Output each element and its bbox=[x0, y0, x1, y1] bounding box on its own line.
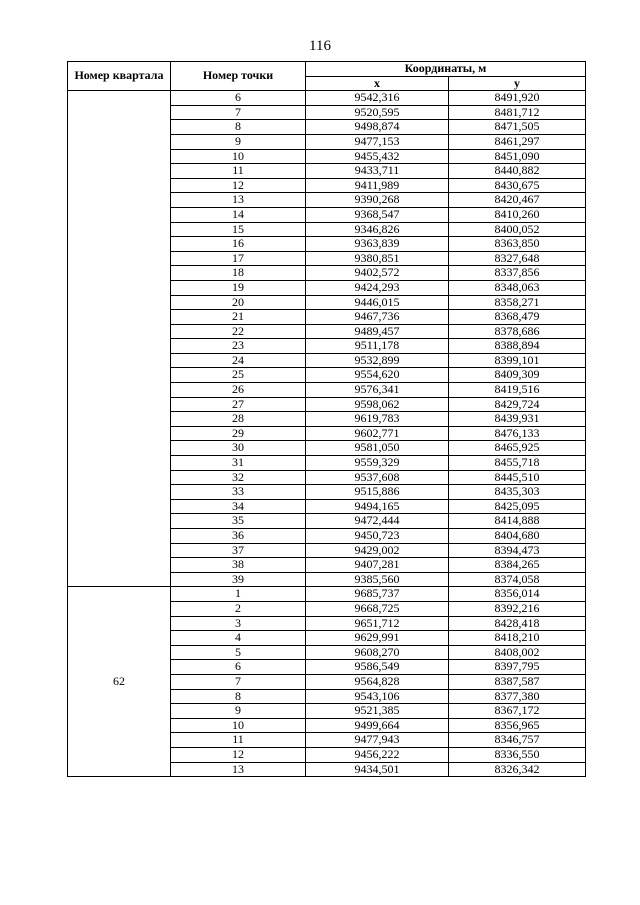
table-row bbox=[68, 587, 586, 602]
x-coordinate-cell: 9380,851 bbox=[306, 251, 449, 266]
point-number-cell: 32 bbox=[171, 470, 306, 485]
x-coordinate-cell: 9602,771 bbox=[306, 426, 449, 441]
y-coordinate-cell: 8440,882 bbox=[449, 164, 586, 179]
point-number-cell: 18 bbox=[171, 266, 306, 281]
x-coordinate-cell: 9668,725 bbox=[306, 601, 449, 616]
point-number-cell: 9 bbox=[171, 704, 306, 719]
y-coordinate-cell: 8439,931 bbox=[449, 412, 586, 427]
x-coordinate-cell: 9411,989 bbox=[306, 178, 449, 193]
x-coordinate-cell: 9598,062 bbox=[306, 397, 449, 412]
point-number-cell: 36 bbox=[171, 529, 306, 544]
y-coordinate-cell: 8429,724 bbox=[449, 397, 586, 412]
point-number-cell: 15 bbox=[171, 222, 306, 237]
coordinates-header: Координаты, м bbox=[306, 62, 586, 77]
point-number-cell: 1 bbox=[171, 587, 306, 602]
page-number: 116 bbox=[309, 38, 331, 54]
x-coordinate-cell: 9651,712 bbox=[306, 616, 449, 631]
point-number-cell: 34 bbox=[171, 499, 306, 514]
x-coordinate-cell: 9543,106 bbox=[306, 689, 449, 704]
point-number-cell: 37 bbox=[171, 543, 306, 558]
x-coordinate-cell: 9456,222 bbox=[306, 747, 449, 762]
x-coordinate-cell: 9521,385 bbox=[306, 704, 449, 719]
x-coordinate-cell: 9532,899 bbox=[306, 353, 449, 368]
y-coordinate-cell: 8348,063 bbox=[449, 280, 586, 295]
y-coordinate-cell: 8399,101 bbox=[449, 353, 586, 368]
x-header: x bbox=[306, 76, 449, 91]
x-coordinate-cell: 9576,341 bbox=[306, 383, 449, 398]
x-coordinate-cell: 9586,549 bbox=[306, 660, 449, 675]
x-coordinate-cell: 9581,050 bbox=[306, 441, 449, 456]
y-coordinate-cell: 8404,680 bbox=[449, 529, 586, 544]
quarter-number-header: Номер квартала bbox=[68, 62, 171, 91]
x-coordinate-cell: 9477,943 bbox=[306, 733, 449, 748]
point-number-cell: 10 bbox=[171, 149, 306, 164]
y-coordinate-cell: 8384,265 bbox=[449, 558, 586, 573]
y-coordinate-cell: 8414,888 bbox=[449, 514, 586, 529]
point-number-cell: 39 bbox=[171, 572, 306, 587]
x-coordinate-cell: 9467,736 bbox=[306, 310, 449, 325]
x-coordinate-cell: 9472,444 bbox=[306, 514, 449, 529]
y-coordinate-cell: 8388,894 bbox=[449, 339, 586, 354]
y-coordinate-cell: 8425,095 bbox=[449, 499, 586, 514]
x-coordinate-cell: 9407,281 bbox=[306, 558, 449, 573]
point-number-cell: 11 bbox=[171, 164, 306, 179]
point-number-cell: 23 bbox=[171, 339, 306, 354]
x-coordinate-cell: 9450,723 bbox=[306, 529, 449, 544]
x-coordinate-cell: 9564,828 bbox=[306, 674, 449, 689]
x-coordinate-cell: 9446,015 bbox=[306, 295, 449, 310]
y-coordinate-cell: 8377,380 bbox=[449, 689, 586, 704]
x-coordinate-cell: 9542,316 bbox=[306, 91, 449, 106]
y-coordinate-cell: 8374,058 bbox=[449, 572, 586, 587]
quarter-number-cell bbox=[68, 91, 171, 587]
y-coordinate-cell: 8358,271 bbox=[449, 295, 586, 310]
x-coordinate-cell: 9346,826 bbox=[306, 222, 449, 237]
y-coordinate-cell: 8461,297 bbox=[449, 134, 586, 149]
x-coordinate-cell: 9554,620 bbox=[306, 368, 449, 383]
table-row bbox=[68, 91, 586, 106]
point-number-cell: 7 bbox=[171, 674, 306, 689]
point-number-cell: 8 bbox=[171, 689, 306, 704]
y-coordinate-cell: 8430,675 bbox=[449, 178, 586, 193]
x-coordinate-cell: 9499,664 bbox=[306, 718, 449, 733]
point-number-cell: 30 bbox=[171, 441, 306, 456]
y-coordinate-cell: 8419,516 bbox=[449, 383, 586, 398]
point-number-cell: 19 bbox=[171, 280, 306, 295]
x-coordinate-cell: 9368,547 bbox=[306, 207, 449, 222]
point-number-cell: 27 bbox=[171, 397, 306, 412]
x-coordinate-cell: 9424,293 bbox=[306, 280, 449, 295]
point-number-cell: 38 bbox=[171, 558, 306, 573]
point-number-cell: 4 bbox=[171, 631, 306, 646]
point-number-header: Номер точки bbox=[171, 62, 306, 91]
y-coordinate-cell: 8394,473 bbox=[449, 543, 586, 558]
y-header: y bbox=[449, 76, 586, 91]
point-number-cell: 6 bbox=[171, 660, 306, 675]
x-coordinate-cell: 9629,991 bbox=[306, 631, 449, 646]
y-coordinate-cell: 8327,648 bbox=[449, 251, 586, 266]
x-coordinate-cell: 9520,595 bbox=[306, 105, 449, 120]
x-coordinate-cell: 9477,153 bbox=[306, 134, 449, 149]
x-coordinate-cell: 9429,002 bbox=[306, 543, 449, 558]
y-coordinate-cell: 8356,965 bbox=[449, 718, 586, 733]
point-number-cell: 6 bbox=[171, 91, 306, 106]
point-number-cell: 16 bbox=[171, 237, 306, 252]
y-coordinate-cell: 8400,052 bbox=[449, 222, 586, 237]
y-coordinate-cell: 8378,686 bbox=[449, 324, 586, 339]
point-number-cell: 10 bbox=[171, 718, 306, 733]
point-number-cell: 20 bbox=[171, 295, 306, 310]
y-coordinate-cell: 8397,795 bbox=[449, 660, 586, 675]
point-number-cell: 33 bbox=[171, 485, 306, 500]
x-coordinate-cell: 9363,839 bbox=[306, 237, 449, 252]
point-number-cell: 8 bbox=[171, 120, 306, 135]
y-coordinate-cell: 8409,309 bbox=[449, 368, 586, 383]
point-number-cell: 12 bbox=[171, 747, 306, 762]
point-number-cell: 22 bbox=[171, 324, 306, 339]
x-coordinate-cell: 9511,178 bbox=[306, 339, 449, 354]
y-coordinate-cell: 8420,467 bbox=[449, 193, 586, 208]
y-coordinate-cell: 8465,925 bbox=[449, 441, 586, 456]
x-coordinate-cell: 9619,783 bbox=[306, 412, 449, 427]
y-coordinate-cell: 8337,856 bbox=[449, 266, 586, 281]
quarter-number-cell: 62 bbox=[68, 587, 171, 777]
x-coordinate-cell: 9489,457 bbox=[306, 324, 449, 339]
point-number-cell: 12 bbox=[171, 178, 306, 193]
y-coordinate-cell: 8451,090 bbox=[449, 149, 586, 164]
point-number-cell: 26 bbox=[171, 383, 306, 398]
x-coordinate-cell: 9608,270 bbox=[306, 645, 449, 660]
y-coordinate-cell: 8336,550 bbox=[449, 747, 586, 762]
x-coordinate-cell: 9433,711 bbox=[306, 164, 449, 179]
point-number-cell: 13 bbox=[171, 762, 306, 777]
point-number-cell: 29 bbox=[171, 426, 306, 441]
point-number-cell: 31 bbox=[171, 456, 306, 471]
x-coordinate-cell: 9390,268 bbox=[306, 193, 449, 208]
point-number-cell: 7 bbox=[171, 105, 306, 120]
point-number-cell: 2 bbox=[171, 601, 306, 616]
y-coordinate-cell: 8408,002 bbox=[449, 645, 586, 660]
point-number-cell: 28 bbox=[171, 412, 306, 427]
coordinates-table bbox=[67, 61, 586, 777]
y-coordinate-cell: 8471,505 bbox=[449, 120, 586, 135]
y-coordinate-cell: 8410,260 bbox=[449, 207, 586, 222]
y-coordinate-cell: 8445,510 bbox=[449, 470, 586, 485]
point-number-cell: 5 bbox=[171, 645, 306, 660]
y-coordinate-cell: 8326,342 bbox=[449, 762, 586, 777]
point-number-cell: 17 bbox=[171, 251, 306, 266]
point-number-cell: 24 bbox=[171, 353, 306, 368]
y-coordinate-cell: 8481,712 bbox=[449, 105, 586, 120]
point-number-cell: 35 bbox=[171, 514, 306, 529]
y-coordinate-cell: 8428,418 bbox=[449, 616, 586, 631]
point-number-cell: 9 bbox=[171, 134, 306, 149]
x-coordinate-cell: 9385,560 bbox=[306, 572, 449, 587]
point-number-cell: 3 bbox=[171, 616, 306, 631]
x-coordinate-cell: 9402,572 bbox=[306, 266, 449, 281]
table-header bbox=[68, 62, 586, 91]
y-coordinate-cell: 8346,757 bbox=[449, 733, 586, 748]
x-coordinate-cell: 9498,874 bbox=[306, 120, 449, 135]
x-coordinate-cell: 9537,608 bbox=[306, 470, 449, 485]
point-number-cell: 11 bbox=[171, 733, 306, 748]
point-number-cell: 14 bbox=[171, 207, 306, 222]
y-coordinate-cell: 8455,718 bbox=[449, 456, 586, 471]
x-coordinate-cell: 9515,886 bbox=[306, 485, 449, 500]
point-number-cell: 13 bbox=[171, 193, 306, 208]
x-coordinate-cell: 9559,329 bbox=[306, 456, 449, 471]
x-coordinate-cell: 9494,165 bbox=[306, 499, 449, 514]
x-coordinate-cell: 9685,737 bbox=[306, 587, 449, 602]
point-number-cell: 25 bbox=[171, 368, 306, 383]
y-coordinate-cell: 8363,850 bbox=[449, 237, 586, 252]
y-coordinate-cell: 8356,014 bbox=[449, 587, 586, 602]
y-coordinate-cell: 8368,479 bbox=[449, 310, 586, 325]
y-coordinate-cell: 8418,210 bbox=[449, 631, 586, 646]
y-coordinate-cell: 8367,172 bbox=[449, 704, 586, 719]
y-coordinate-cell: 8491,920 bbox=[449, 91, 586, 106]
x-coordinate-cell: 9455,432 bbox=[306, 149, 449, 164]
table-body bbox=[68, 91, 586, 777]
y-coordinate-cell: 8435,303 bbox=[449, 485, 586, 500]
point-number-cell: 21 bbox=[171, 310, 306, 325]
y-coordinate-cell: 8392,216 bbox=[449, 601, 586, 616]
y-coordinate-cell: 8476,133 bbox=[449, 426, 586, 441]
y-coordinate-cell: 8387,587 bbox=[449, 674, 586, 689]
x-coordinate-cell: 9434,501 bbox=[306, 762, 449, 777]
